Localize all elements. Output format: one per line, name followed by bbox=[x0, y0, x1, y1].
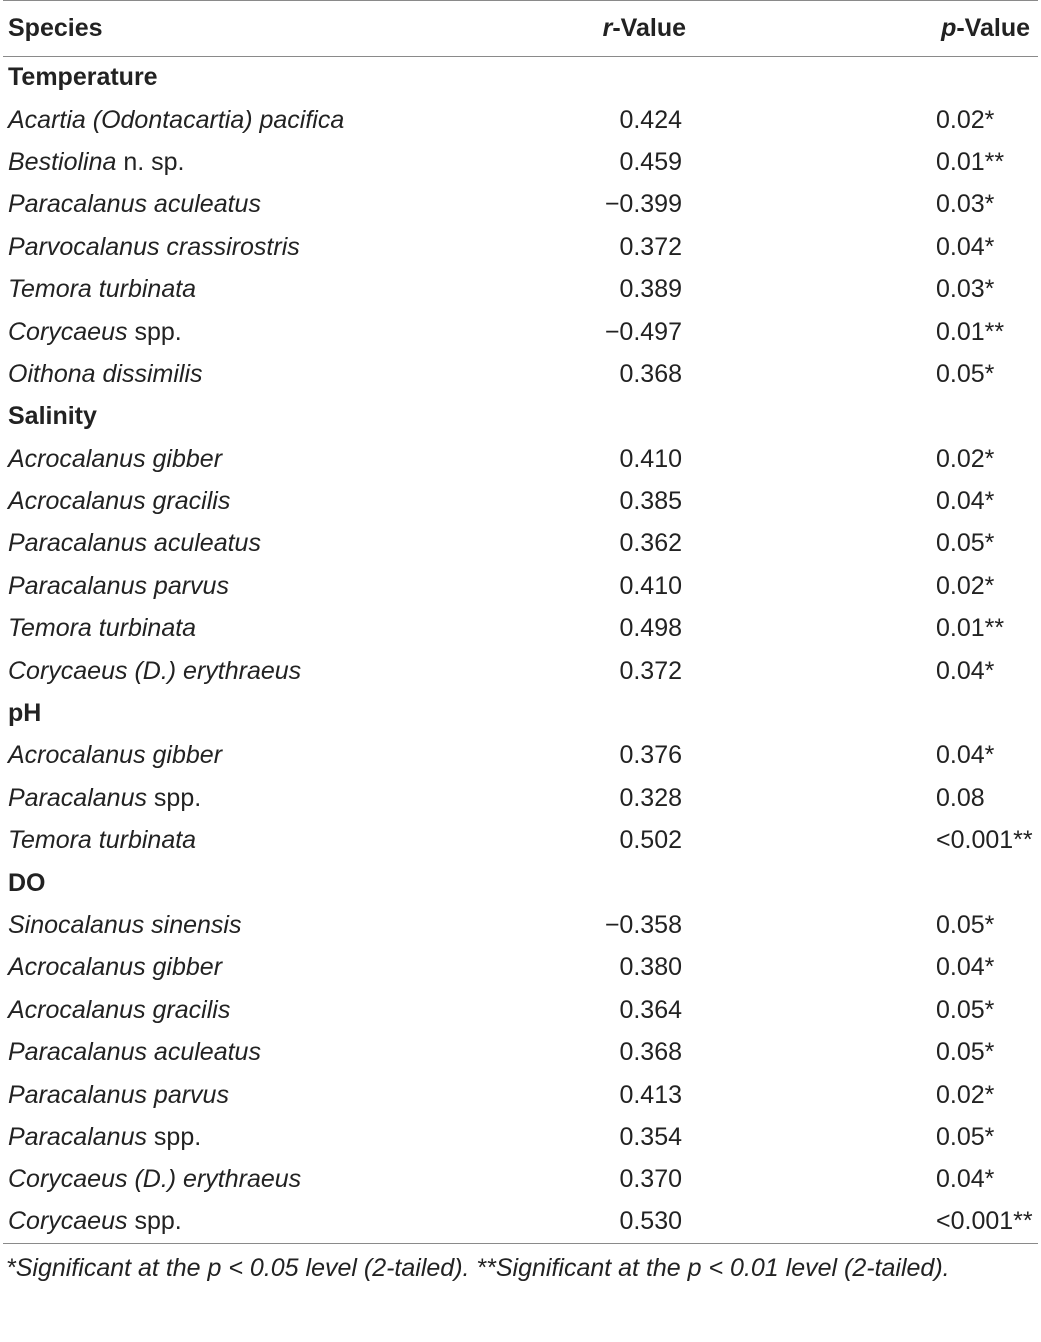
r-value-cell: 0.362 bbox=[619, 529, 682, 558]
species-name: Corycaeus (D.) erythraeus bbox=[8, 656, 302, 685]
p-value-cell: 0.01** bbox=[936, 614, 1005, 643]
p-value-cell: 0.04* bbox=[936, 741, 995, 770]
species-cell bbox=[3, 99, 523, 141]
r-value-cell: 0.530 bbox=[619, 1207, 682, 1236]
p-value-cell: 0.04* bbox=[936, 953, 995, 982]
species-name: Paracalanus parvus bbox=[8, 1080, 229, 1109]
species-cell bbox=[3, 353, 523, 395]
table-row bbox=[3, 184, 1038, 226]
r-value-cell: −0.358 bbox=[604, 911, 682, 939]
species-cell bbox=[3, 608, 523, 650]
species-name: Acrocalanus gibber bbox=[8, 953, 223, 982]
species-name: Bestiolina bbox=[8, 147, 117, 176]
table-row bbox=[3, 989, 1038, 1031]
table-row bbox=[3, 1159, 1038, 1201]
species-cell bbox=[3, 438, 523, 480]
table-row bbox=[3, 1074, 1038, 1116]
group-row bbox=[3, 862, 1038, 904]
r-value-cell: 0.459 bbox=[619, 147, 682, 176]
group-row bbox=[3, 692, 1038, 734]
r-value-cell: 0.424 bbox=[619, 105, 682, 134]
species-name: Paracalanus aculeatus bbox=[8, 190, 261, 219]
species-cell bbox=[3, 1201, 523, 1243]
species-cell bbox=[3, 947, 523, 989]
r-value-cell: 0.328 bbox=[619, 783, 682, 812]
species-suffix: spp. bbox=[146, 783, 202, 812]
species-name: Acrocalanus gibber bbox=[8, 444, 223, 473]
r-value-column-header bbox=[523, 1, 698, 57]
table-row bbox=[3, 523, 1038, 565]
r-value-cell: 0.368 bbox=[619, 1038, 682, 1067]
r-value-cell: 0.354 bbox=[619, 1122, 682, 1151]
species-cell bbox=[3, 735, 523, 777]
group-row bbox=[3, 57, 1038, 99]
p-value-cell: <0.001** bbox=[936, 826, 1033, 855]
r-value-cell: 0.368 bbox=[619, 359, 682, 388]
table-body bbox=[3, 57, 1038, 1244]
table-row bbox=[3, 141, 1038, 183]
p-value-cell: 0.08 bbox=[936, 783, 985, 812]
table-row bbox=[3, 1201, 1038, 1243]
group-row bbox=[3, 396, 1038, 438]
species-cell bbox=[3, 1031, 523, 1073]
p-value-cell: 0.03* bbox=[936, 190, 995, 219]
species-cell bbox=[3, 184, 523, 226]
r-value-cell: 0.364 bbox=[619, 995, 682, 1024]
species-name: Oithona dissimilis bbox=[8, 359, 203, 388]
r-value-cell: 0.370 bbox=[619, 1165, 682, 1194]
table-row bbox=[3, 735, 1038, 777]
r-symbol: r bbox=[602, 14, 613, 42]
p-value-cell: 0.03* bbox=[936, 275, 995, 304]
r-value-cell: 0.389 bbox=[619, 275, 682, 304]
r-value-cell: 0.413 bbox=[619, 1080, 682, 1109]
r-value-cell: 0.376 bbox=[619, 741, 682, 770]
p-value-cell: 0.02* bbox=[936, 571, 995, 600]
group-heading: DO bbox=[8, 868, 46, 897]
species-cell bbox=[3, 141, 523, 183]
r-value-cell: 0.410 bbox=[619, 444, 682, 473]
table-row bbox=[3, 947, 1038, 989]
species-cell bbox=[3, 820, 523, 862]
r-label-suffix: -Value bbox=[612, 14, 686, 42]
species-name: Acrocalanus gracilis bbox=[8, 487, 231, 516]
p-value-cell: 0.04* bbox=[936, 232, 995, 261]
r-value-cell: 0.502 bbox=[619, 826, 682, 855]
p-value-cell: 0.04* bbox=[936, 656, 995, 685]
table-row bbox=[3, 99, 1038, 141]
r-value-cell: 0.372 bbox=[619, 232, 682, 261]
species-name: Temora turbinata bbox=[8, 275, 197, 304]
species-cell bbox=[3, 268, 523, 310]
correlation-table bbox=[3, 0, 1038, 1244]
p-value-cell: 0.05* bbox=[936, 359, 995, 388]
species-suffix: spp. bbox=[127, 1207, 182, 1236]
p-value-cell: 0.02* bbox=[936, 1080, 995, 1109]
species-cell bbox=[3, 226, 523, 268]
species-name: Acrocalanus gracilis bbox=[8, 995, 231, 1024]
r-value-cell: 0.380 bbox=[619, 953, 682, 982]
table-row bbox=[3, 353, 1038, 395]
r-value-cell: 0.385 bbox=[619, 487, 682, 516]
table-row bbox=[3, 1116, 1038, 1158]
p-value-cell: 0.05* bbox=[936, 1122, 995, 1151]
species-suffix: spp. bbox=[146, 1122, 202, 1151]
species-cell bbox=[3, 777, 523, 819]
table-row bbox=[3, 820, 1038, 862]
p-value-cell: 0.01** bbox=[936, 317, 1005, 346]
species-cell bbox=[3, 1116, 523, 1158]
species-name: Paracalanus bbox=[8, 783, 147, 812]
species-cell bbox=[3, 1074, 523, 1116]
p-value-cell: 0.05* bbox=[936, 1038, 995, 1067]
table-footnote: *Significant at the p < 0.05 level (2-tailed). **Significant at the p < 0.01 level (2-tailed). bbox=[6, 1253, 950, 1282]
species-name: Sinocalanus sinensis bbox=[8, 911, 242, 939]
table-row bbox=[3, 904, 1038, 946]
species-cell bbox=[3, 650, 523, 692]
r-value-cell: 0.372 bbox=[619, 656, 682, 685]
species-cell bbox=[3, 989, 523, 1031]
table-row bbox=[3, 777, 1038, 819]
table-row bbox=[3, 226, 1038, 268]
table-row bbox=[3, 438, 1038, 480]
r-value-cell: 0.410 bbox=[619, 571, 682, 600]
species-name: Paracalanus aculeatus bbox=[8, 1038, 261, 1067]
p-value-cell: 0.05* bbox=[936, 529, 995, 558]
species-name: Acartia (Odontacartia) pacifica bbox=[8, 105, 345, 134]
p-symbol: p bbox=[941, 14, 957, 42]
species-cell bbox=[3, 1159, 523, 1201]
group-heading: Salinity bbox=[8, 402, 97, 431]
r-value-cell: 0.498 bbox=[619, 614, 682, 643]
r-value-cell: −0.497 bbox=[604, 317, 682, 346]
p-value-cell: 0.04* bbox=[936, 1165, 995, 1194]
p-value-cell: 0.05* bbox=[936, 995, 995, 1024]
table-row bbox=[3, 650, 1038, 692]
p-value-column-header bbox=[698, 1, 1038, 57]
species-name: Paracalanus parvus bbox=[8, 571, 229, 600]
r-value-cell: −0.399 bbox=[604, 190, 682, 219]
p-value-cell: <0.001** bbox=[936, 1207, 1033, 1236]
species-name: Corycaeus bbox=[8, 1207, 128, 1236]
species-suffix: spp. bbox=[127, 317, 182, 346]
group-heading: Temperature bbox=[8, 63, 158, 92]
species-column-header: Species bbox=[8, 14, 103, 42]
table-header bbox=[3, 1, 1038, 57]
species-name: Parvocalanus crassirostris bbox=[8, 232, 300, 261]
table-row bbox=[3, 1031, 1038, 1073]
p-label-suffix: -Value bbox=[956, 14, 1030, 42]
table-row bbox=[3, 480, 1038, 522]
p-value-cell: 0.02* bbox=[936, 444, 995, 473]
header-row bbox=[3, 1, 1038, 57]
table-row bbox=[3, 608, 1038, 650]
species-name: Temora turbinata bbox=[8, 614, 197, 643]
species-name: Acrocalanus gibber bbox=[8, 741, 223, 770]
table-row bbox=[3, 268, 1038, 310]
species-cell bbox=[3, 904, 523, 946]
species-cell bbox=[3, 565, 523, 607]
p-value-cell: 0.02* bbox=[936, 105, 995, 134]
table-row bbox=[3, 311, 1038, 353]
species-cell bbox=[3, 480, 523, 522]
species-cell bbox=[3, 523, 523, 565]
species-name: Temora turbinata bbox=[8, 826, 197, 855]
species-name: Corycaeus (D.) erythraeus bbox=[8, 1165, 302, 1194]
species-name: Corycaeus bbox=[8, 317, 128, 346]
group-heading: pH bbox=[8, 699, 42, 728]
p-value-cell: 0.05* bbox=[936, 911, 995, 939]
species-suffix: n. sp. bbox=[116, 147, 185, 176]
species-name: Paracalanus aculeatus bbox=[8, 529, 261, 558]
p-value-cell: 0.01** bbox=[936, 147, 1005, 176]
species-cell bbox=[3, 311, 523, 353]
species-name: Paracalanus bbox=[8, 1122, 147, 1151]
p-value-cell: 0.04* bbox=[936, 487, 995, 516]
table-row bbox=[3, 565, 1038, 607]
